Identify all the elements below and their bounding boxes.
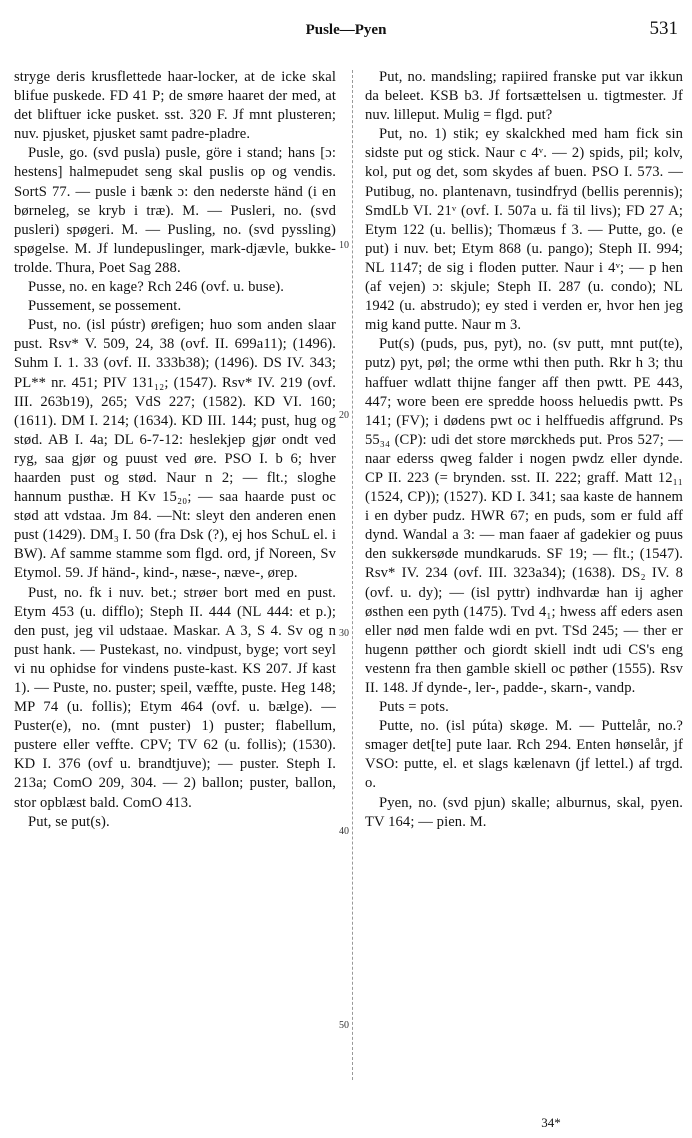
entry-puts-pots: Puts = pots. xyxy=(379,699,449,716)
signature-mark: 34* xyxy=(541,1115,561,1130)
left-column xyxy=(14,68,336,832)
entry-put-see: Put, se put(s). xyxy=(28,813,110,830)
right-column xyxy=(365,68,683,832)
entry-puts: Put(s) (puds, pus, pyt), no. (sv putt, mnt put(te), putz) pyt, pøl; the orme wthi then puth. Rkr h 3; thu haffuer wdlatt thijne fanger aff then pwtt. PE 443, 447; wore been ere spredde hooss heluedis pwtt. Ps 141; (FV); i dødens pwt oc i helffuedis affgrund. Ps 55₃₄ (CP): udi det store mørckheds put. Pros 527; — naar ederss qweg falder i nogen pwdz eller dynde. CP II. 223 (= brynden. sst. II. 222; graff. Matt 12₁₁ (1524, CP)); (1527). KD I. 341; saa kaste de hannem i en dyber pudz. HWR 67; en puds, som er fuld aff dynd. Wandal a 3: — man faaer af gadekier og puus den sukkersøde mundkaruds. SF 19; — flt.; (1547). Rsv* IV. 234 (ovf. III. 323a34); (1638). DS₂ IV. 8 (ovf. u. dy); — (isl pyttr) indhvardæ han ij agher østhen een pyth (1475). Tvd 4₁; hwess aff eders asen eller nød men falde wdi en pvt. TSd 245; — ther er hugenn pøtther och giordt skiell indt udi CS's eng vestenn fra then gamble skiell oc pøther (1555). Rsv II. 148. Jf dynde-, ler-, padde-, skarn-, vandp. xyxy=(365,336,683,696)
line-number: 30 xyxy=(339,628,349,639)
entry-pust-2: Pust, no. fk i nuv. bet.; strøer bort med en pust. Etym 453 (u. difflo); Steph II. 444 (NL 444: et p.); den pust, jeg vil udstaae. Maskar. A 3, S 4. Sv og n pust hank. — Pustekast, no. vindpust, byge; vort seyl vi nu ophidse for vindens puste-kast. KS 207. Jf kast 1). — Puste, no. puster; speil, væffte, puste. Heg 148; MP 74 (u. follis); Etym 464 (ovf. u. bælge). — Puster(e), no. (mnt puster) 1) puster; flabellum, pustere eller veffte. CPV; TV 62 (u. follis); (1530). KD I. 376 (ovf u. brandtjuve); — puster. Steph I. 213a; ComO 209, 304. — 2) ballon; puster, ballon, stor opblæst bald. ComO 413. xyxy=(14,584,336,811)
page-footer xyxy=(0,1112,692,1131)
line-number: 50 xyxy=(339,1020,349,1031)
line-number: 40 xyxy=(339,826,349,837)
entry-pust-1: Pust, no. (isl pústr) ørefigen; huo som anden slaar pust. Rsv* V. 509, 24, 38 (ovf. II. 699a11); (1496). Suhm I. 1. 33 (ovf. II. 333b38); (1496). DS IV. 343; PL** nr. 451; PIV 131₁₂; (1547). Rsv* IV. 219 (ovf. III. 263b19), 265; VdS 227; (1582). KD VI. 160; (1611). DM I. 214; (1634). KD III. 144; pust, hug og stød. AB I. 4a; DL 6-7-12: heslekjep gjør ondt ved ryg, saa gjør og puust ved øre. PSO I. b 6; hver haarden pust og stød. Naur n 2; — flt.; sloghe hannum pusthæ. H Kv 15₂₀; — saa haarde pust oc stød att vdstaa. Jm 84. —Nt: sleyt den anderen enen pust (1429). DM₃ I. 50 (fra Dsk (?), ej hos SchuL el. i BW). Af samme stamme som flgd. ord, jf Noreen, Sv Etymol. 59. Jf händ-, kind-, næse-, næve-, ørep. xyxy=(14,317,336,582)
entry-put-1: Put, no. mandsling; rapiired franske put var ikkun da beleet. KSB b3. Jf fortsættelsen u. tigtmester. Jf nuv. lilleput. Mulig = flgd. put? xyxy=(365,69,683,124)
entry-put-2: Put, no. 1) stik; ey skalckhed med ham fick sin sidste put og stick. Naur c 4ᵛ. — 2) spids, pil; kolv, kol, put og det, som skydes af buen. PSO I. 573. — Putibug, no. plantenavn, tusindfryd (bellis perennis); SmdLb VI. 21ᵛ (ovf. I. 507a u. fä til livs); FD 27 A; Etym 122 (u. bellis); Thomæus f 3. — Putte, go. (e put) i nuv. bet; Etym 868 (u. pango); Steph II. 994; NL 1147; de sig i floden putter. Naur i 4ᵛ; — p hen (af vejen) ɔ: skjule; Steph II. 287 (u. condo); NL 1942 (u. abstrudo); ey sted i verden er, hvor hen jeg mig kand putte. Naur m 3. xyxy=(365,126,683,334)
entry-pussement: Pussement, se possement. xyxy=(28,298,182,315)
entry-pyen: Pyen, no. (svd pjun) skalle; alburnus, skal, pyen. TV 164; — pien. M. xyxy=(365,794,683,830)
page-number: 531 xyxy=(649,18,678,39)
entry-paragraph: strygе deris krusflettede haar-locker, at de icke skal blifue puskede. FD 41 P; de smøre haaret der med, at det bliftuer icke pusket. sst. 320 F. Jf mnt plusteren; nuv. pjusket, pjusket samt padre-pladre. xyxy=(14,69,336,143)
running-title: Pusle—Pyen xyxy=(305,22,387,38)
column-divider xyxy=(352,70,353,1080)
line-number: 10 xyxy=(339,240,349,251)
line-number: 20 xyxy=(339,410,349,421)
entry-pusse: Pusse, no. en kage? Rch 246 (ovf. u. buse). xyxy=(28,279,284,296)
page-header xyxy=(0,18,692,48)
entry-pusle: Pusle, go. (svd pusla) pusle, göre i stand; hans [ɔ: hestens] halmepudet seng skal puslis op og vendis. SortS 77. — pusle i bænk ɔ: den nederste händ (i en børneleg, se kryb i træ). M. — Pusleri, no. (svd pusleri) spøgeri. M. — Pusling, no. (svd pyssling) spøgelse. M. Jf lundepuslinger, mark-djævle, bukke-trolde. Thura, Poet Sag 288. xyxy=(14,145,336,276)
entry-putte: Putte, no. (isl púta) skøge. M. — Puttelår, no.? smager det[te] pute laar. Rch 294. Enten hønselår, jf VSO: putte, el. et slags kælenavn (jf lettel.) af trgd. o. xyxy=(365,718,683,792)
